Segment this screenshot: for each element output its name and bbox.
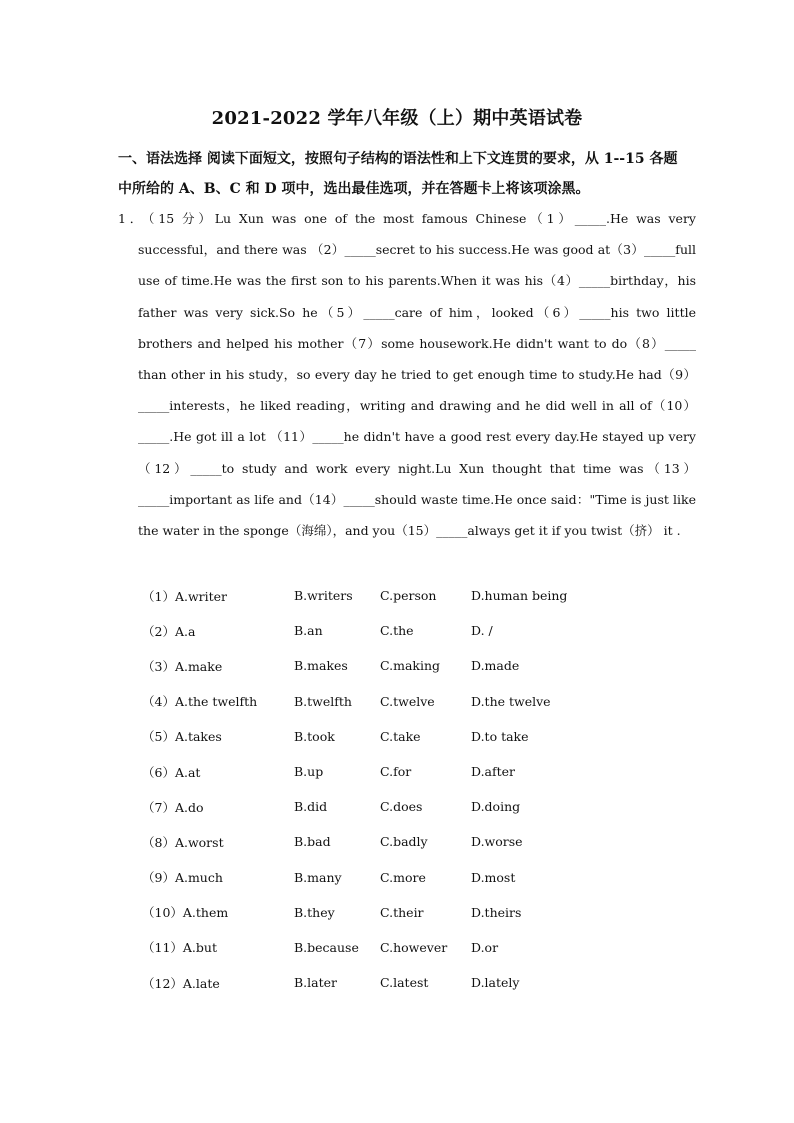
question-1 [118,203,696,546]
option-row [142,578,662,613]
question-number: 1． [118,211,147,226]
option-d: D.made [471,658,520,674]
option-row [142,965,662,1000]
option-row [142,789,662,824]
question-passage: Lu Xun was one of the most famous Chinese（1）_____.He was very successful，and there was （2）_____secret to his success.He was good at（3）_____full use of time.He was the first son to his parents.When it was his（4）_____birthday，his father was very sick.So he（5）_____care of him，looked（6）_____his two little brothers and helped his mother（7）some housework.He didn't want to do（8）_____ than other in his study，so every day he tried to get enough time to study.He had（9）_____interests，he liked reading，writing and drawing and he did well in all of（10）_____.He got ill a lot （11）_____he didn't have a good rest every day.He stayed up very（12）_____to study and work every night.Lu Xun thought that time was（13）_____important as life and（14）_____should waste time.He once said："Time is just like the water in the sponge（海绵），and you（15）_____always get it if you twist（挤） it . [138,211,696,539]
option-a: （6）A.at [142,764,201,780]
option-d: D.doing [471,799,521,815]
option-a: （8）A.worst [142,834,224,850]
option-row [142,824,662,859]
option-d: D.most [471,869,516,885]
page-title: 2021-2022 学年八年级（上）期中英语试卷 [211,108,583,129]
option-c: C.does [380,799,423,815]
option-row [142,930,662,965]
option-row [142,613,662,648]
option-b: B.because [294,939,359,955]
option-b: B.they [294,904,335,920]
option-a: （9）A.much [142,870,223,886]
option-b: B.twelfth [294,693,352,709]
option-d: D.to take [471,728,529,744]
option-b: B.up [294,764,324,780]
option-d: D.worse [471,834,523,850]
option-c: C.the [380,623,414,639]
section-instructions: 一、语法选择 阅读下面短文，按照句子结构的语法性和上下文连贯的要求，从 1--15 各题中所给的 A、B、C 和 D 项中，选出最佳选项，并在答题卡上将该项涂黑。 [118,151,678,197]
option-row [142,648,662,683]
option-row [142,684,662,719]
options-list [142,578,662,1000]
option-row [142,895,662,930]
option-d: D.lately [471,975,520,991]
option-c: C.latest [380,975,429,991]
option-d: D. / [471,623,493,639]
option-a: （11）A.but [142,940,217,956]
option-c: C.their [380,904,424,920]
option-b: B.many [294,869,342,885]
option-a: （7）A.do [142,799,204,815]
option-b: B.bad [294,834,331,850]
question-points: （15 分） [148,211,215,226]
option-a: （1）A.writer [142,588,228,604]
option-d: D.theirs [471,904,522,920]
option-b: B.later [294,975,338,991]
option-a: （2）A.a [142,623,196,639]
option-d: D.or [471,939,499,955]
option-a: （3）A.make [142,658,223,674]
option-c: C.however [380,939,448,955]
option-row [142,754,662,789]
option-c: C.take [380,728,421,744]
option-b: B.did [294,799,328,815]
option-c: C.making [380,658,441,674]
option-c: C.more [380,869,426,885]
option-a: （4）A.the twelfth [142,694,258,710]
option-a: （10）A.them [142,905,229,921]
option-b: B.writers [294,588,353,604]
option-b: B.took [294,728,335,744]
option-d: D.the twelve [471,693,551,709]
option-a: （12）A.late [142,975,220,991]
option-b: B.an [294,623,323,639]
option-row [142,860,662,895]
option-a: （5）A.takes [142,729,222,745]
option-row [142,719,662,754]
option-b: B.makes [294,658,348,674]
option-c: C.person [380,588,437,604]
option-c: C.twelve [380,693,435,709]
option-c: C.for [380,764,412,780]
option-c: C.badly [380,834,428,850]
option-d: D.human being [471,588,568,604]
option-d: D.after [471,764,516,780]
